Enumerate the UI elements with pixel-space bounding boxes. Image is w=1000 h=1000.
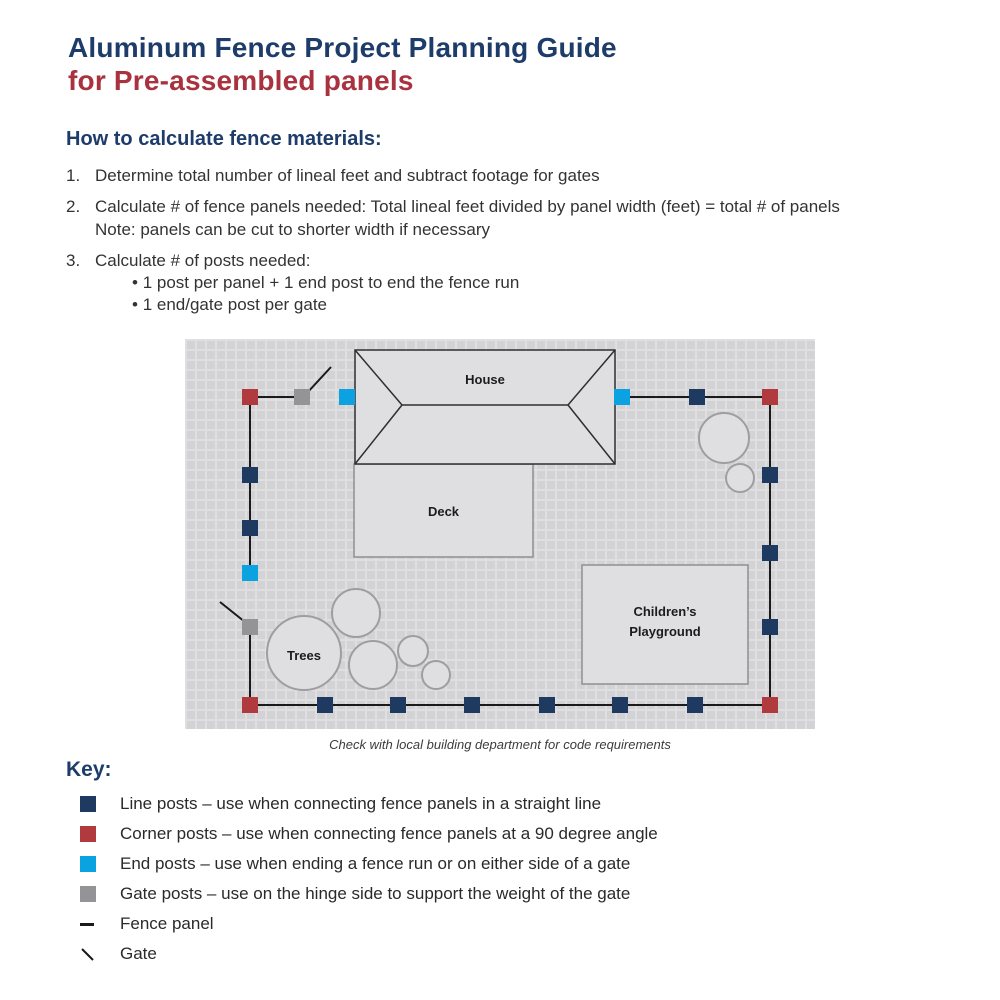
gate-swing-icon: [80, 946, 96, 962]
how-to-section: [66, 128, 946, 324]
end-post: [614, 389, 630, 405]
diagram-caption: Check with local building department for code requirements: [329, 737, 671, 752]
step-1-number: 1.: [66, 166, 81, 185]
house-shape: [355, 350, 615, 464]
line-post: [539, 697, 555, 713]
tree-circle-4: [422, 661, 450, 689]
end-post-swatch-icon: [80, 856, 96, 872]
gate-swing-line: [307, 367, 331, 393]
tree-circle-1: [332, 589, 380, 637]
fence-panel-icon: [80, 916, 96, 932]
step-2-text: Calculate # of fence panels needed: Total lineal feet divided by panel width (feet) = total # of panels: [95, 197, 840, 216]
key-item-gate-posts-text: Gate posts – use on the hinge side to support the weight of the gate: [120, 883, 631, 903]
key-item-fence-panel: [66, 914, 826, 933]
end-post: [242, 565, 258, 581]
step-2-note: Note: panels can be cut to shorter width if necessary: [95, 220, 490, 239]
tree-circle-3: [398, 636, 428, 666]
step-3-bullet-2: • 1 end/gate post per gate: [95, 294, 946, 316]
playground-label-line2: Playground: [629, 624, 701, 639]
step-1-text: Determine total number of lineal feet and subtract footage for gates: [95, 166, 600, 185]
page-title: Aluminum Fence Project Planning Guide: [68, 32, 617, 63]
tree-circle-5: [699, 413, 749, 463]
step-1: [66, 164, 946, 187]
gate-swing-line: [220, 602, 245, 622]
how-to-heading: How to calculate fence materials:: [66, 128, 382, 150]
key-item-fence-panel-text: Fence panel: [120, 913, 214, 933]
tree-circle-2: [349, 641, 397, 689]
house-label: House: [465, 372, 505, 387]
corner-post: [242, 389, 258, 405]
key-item-corner-posts: [66, 824, 826, 843]
corner-post: [762, 697, 778, 713]
deck-label: Deck: [427, 504, 460, 519]
line-post: [390, 697, 406, 713]
key-section: [66, 758, 826, 974]
key-item-gate-text: Gate: [120, 943, 157, 963]
step-2-number: 2.: [66, 197, 81, 216]
header: [68, 31, 617, 97]
line-post: [612, 697, 628, 713]
key-item-line-posts: [66, 794, 826, 813]
step-3-bullet-1: • 1 post per panel + 1 end post to end the fence run: [95, 272, 946, 294]
line-post-swatch-icon: [80, 796, 96, 812]
corner-post: [242, 697, 258, 713]
gate-post: [294, 389, 310, 405]
line-post: [762, 545, 778, 561]
playground-label: [582, 602, 748, 642]
line-post: [242, 467, 258, 483]
key-item-gate-posts: [66, 884, 826, 903]
key-item-line-posts-text: Line posts – use when connecting fence panels in a straight line: [120, 793, 602, 813]
end-post: [339, 389, 355, 405]
page-subtitle: for Pre-assembled panels: [68, 65, 414, 96]
yard-diagram: [185, 339, 815, 729]
trees-label: Trees: [287, 648, 321, 663]
step-3-number: 3.: [66, 251, 81, 270]
corner-post-swatch-icon: [80, 826, 96, 842]
step-3: [66, 249, 946, 316]
tree-circle-6: [726, 464, 754, 492]
playground-label-line1: Children’s: [633, 604, 697, 619]
line-post: [687, 697, 703, 713]
line-post: [689, 389, 705, 405]
step-3-text: Calculate # of posts needed:: [95, 251, 311, 270]
key-item-gate: [66, 944, 826, 963]
key-item-corner-posts-text: Corner posts – use when connecting fence panels at a 90 degree angle: [120, 823, 658, 843]
gate-post-swatch-icon: [80, 886, 96, 902]
line-post: [762, 467, 778, 483]
line-post: [242, 520, 258, 536]
line-post: [762, 619, 778, 635]
key-item-end-posts: [66, 854, 826, 873]
corner-post: [762, 389, 778, 405]
key-heading: Key:: [66, 758, 112, 781]
gate-post: [242, 619, 258, 635]
yard-diagram-svg: [185, 339, 815, 729]
step-2: [66, 195, 946, 241]
line-post: [317, 697, 333, 713]
key-item-end-posts-text: End posts – use when ending a fence run or on either side of a gate: [120, 853, 631, 873]
line-post: [464, 697, 480, 713]
